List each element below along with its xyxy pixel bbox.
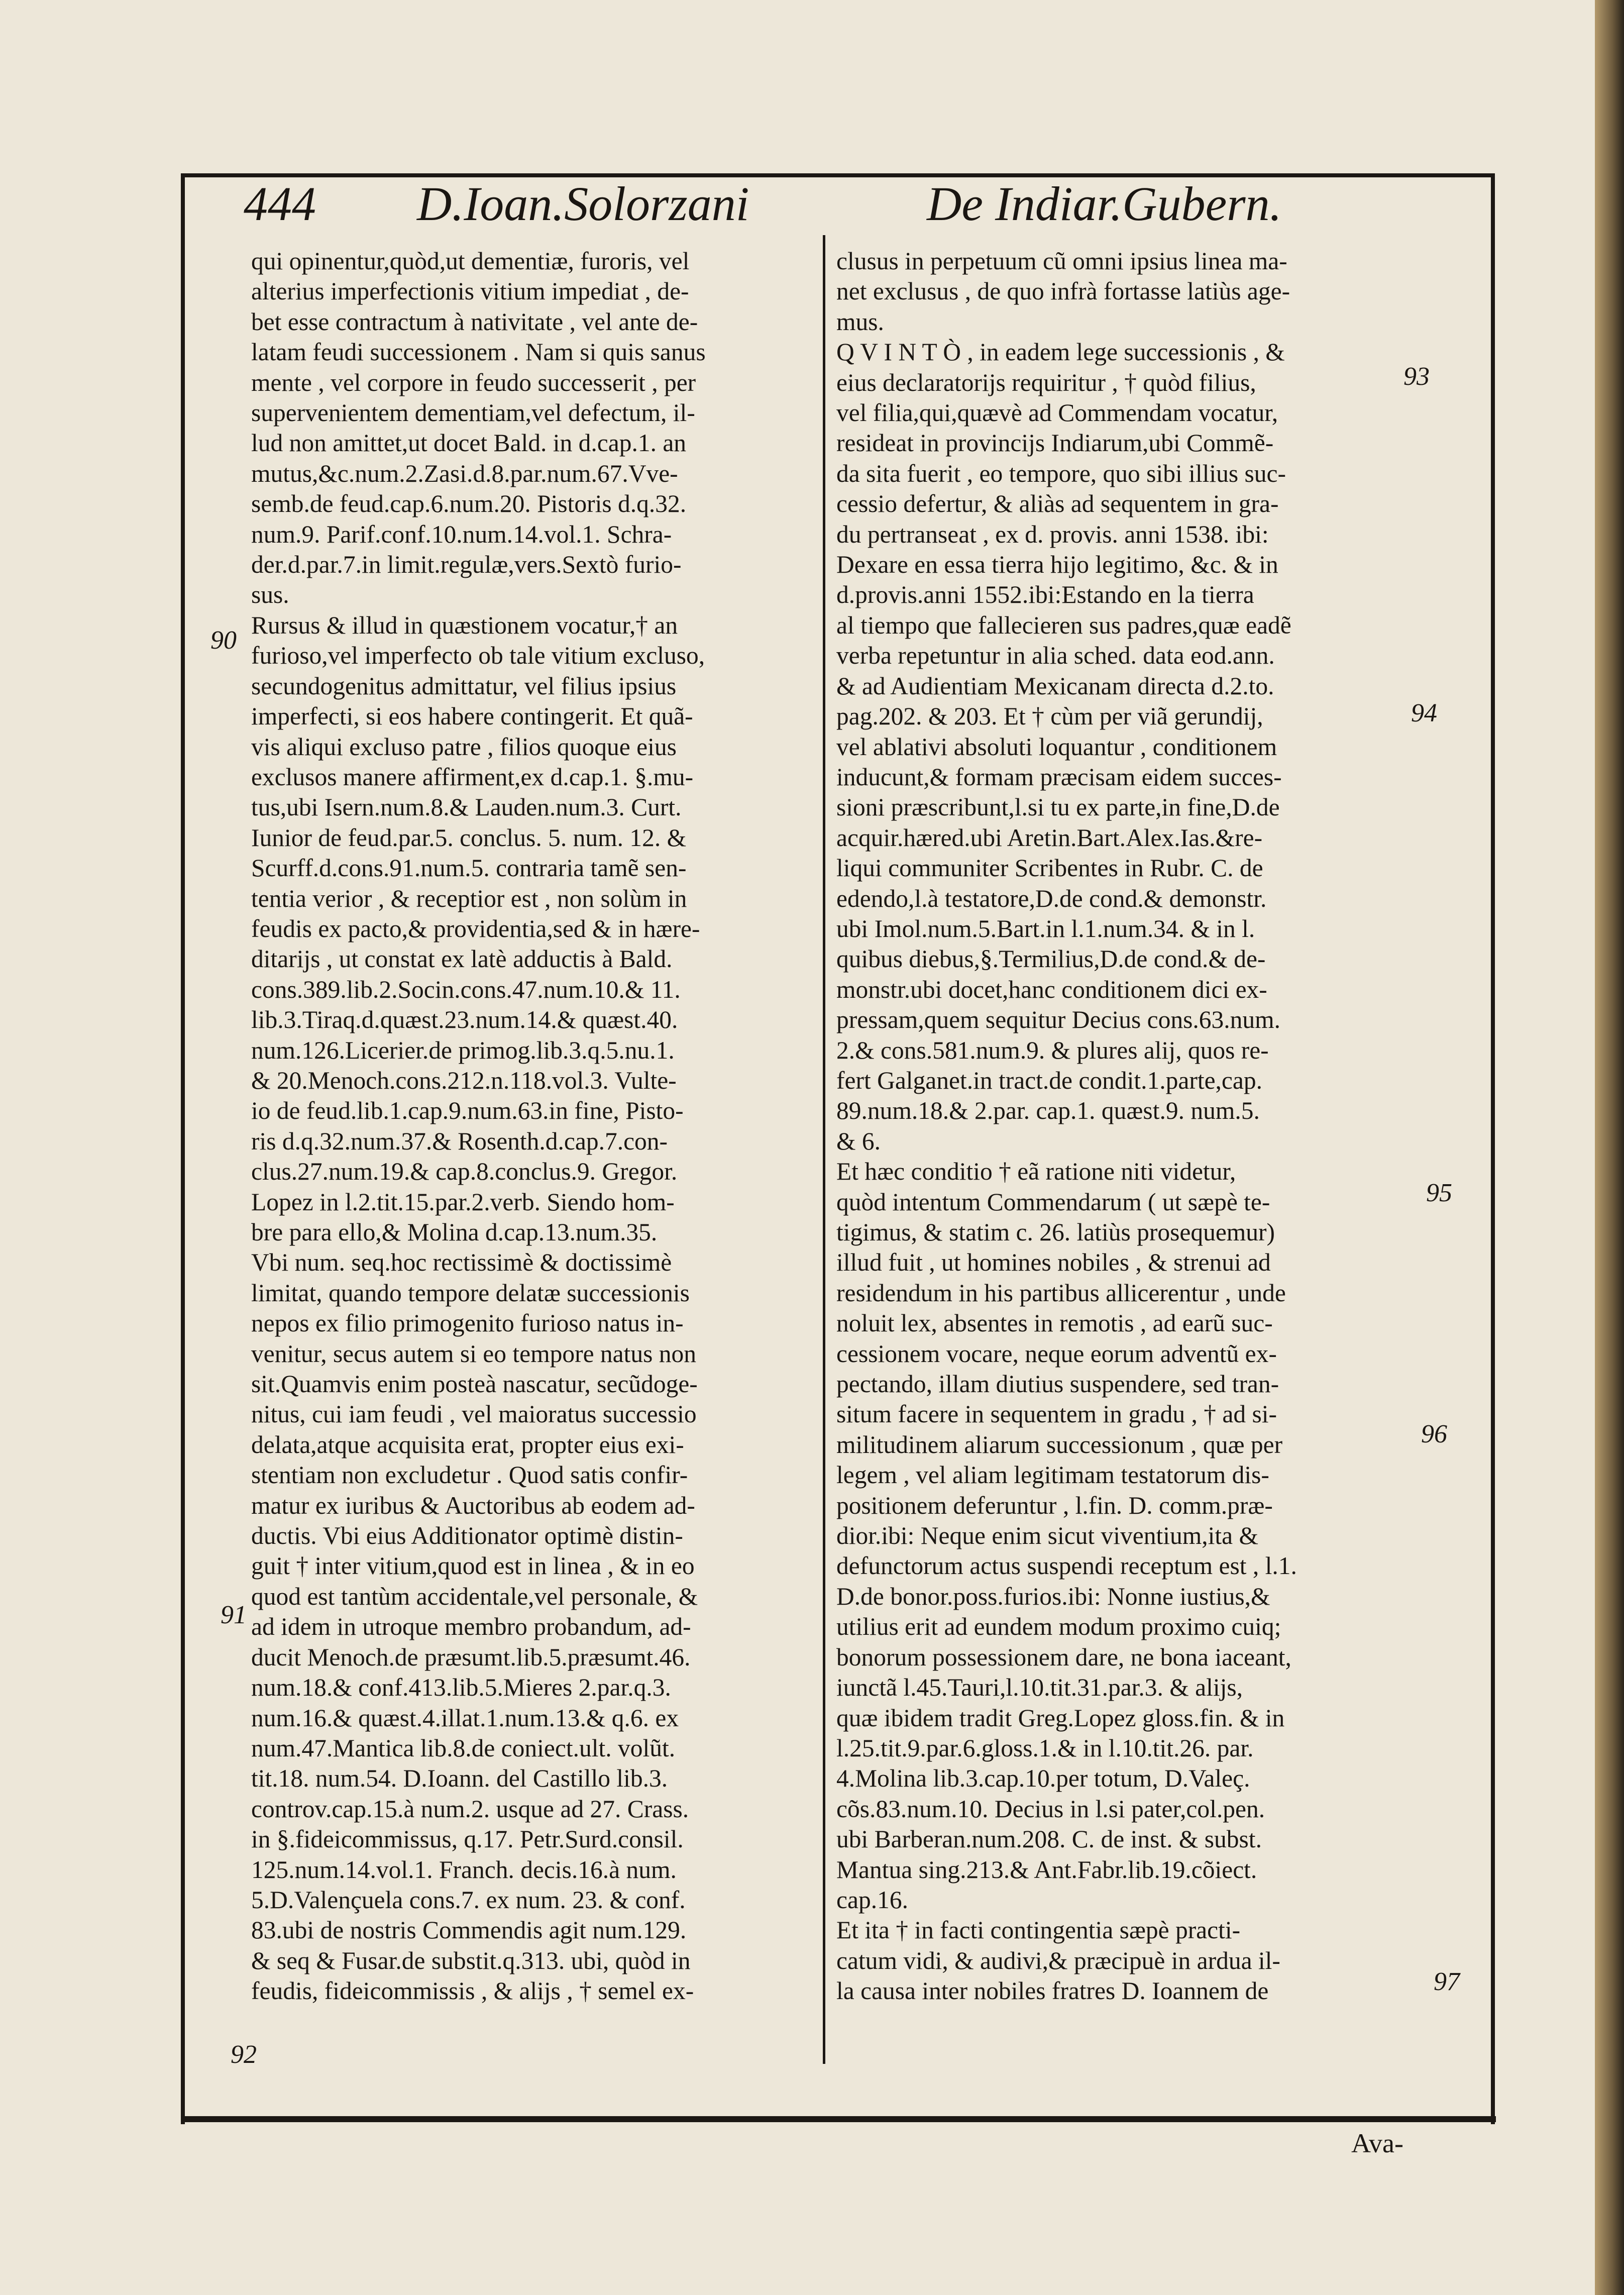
right-column-line: residendum in his partibus allicerentur , unde: [836, 1279, 1286, 1307]
right-column-line: iunctã l.45.Tauri,l.10.tit.31.par.3. & alijs,: [836, 1674, 1243, 1702]
left-column-line: qui opinentur,quòd,ut dementiæ, furoris, vel: [251, 247, 690, 275]
right-column-line: du pertranseat , ex d. provis. anni 1538. ibi:: [836, 520, 1269, 548]
right-column-line: quæ ibidem tradit Greg.Lopez gloss.fin. & in: [836, 1704, 1285, 1732]
right-column-line: D.de bonor.poss.furios.ibi: Nonne iustius,&: [836, 1582, 1270, 1610]
right-column-line: pag.202. & 203. Et † cùm per viã gerundij,: [836, 702, 1263, 731]
running-head-work: De Indiar.Gubern.: [927, 177, 1282, 231]
left-column-line: alterius imperfectionis vitium impediat , de-: [251, 277, 689, 305]
right-column-line: acquir.hæred.ubi Aretin.Bart.Alex.Ias.&re-: [836, 823, 1263, 852]
right-column-line: cessionem vocare, neque eorum adventũ ex-: [836, 1339, 1277, 1368]
left-column-line: 5.D.Valençuela cons.7. ex num. 23. & conf.: [251, 1886, 686, 1914]
right-column-line: Et ita † in facti contingentia sæpè practi-: [836, 1916, 1241, 1944]
left-column-line: Rursus & illud in quæstionem vocatur,† an: [251, 611, 678, 639]
margin-number-94: 94: [1411, 699, 1437, 727]
left-column-line: imperfecti, si eos habere contingerit. Et quã-: [251, 702, 693, 731]
left-column-line: bet esse contractum à nativitate , vel ante de-: [251, 307, 698, 336]
right-column-line: bonorum possessionem dare, ne bona iaceant,: [836, 1643, 1291, 1671]
book-edge: [1595, 0, 1624, 2295]
right-column-line: cõs.83.num.10. Decius in l.si pater,col.pen.: [836, 1795, 1265, 1823]
right-text-column: [836, 246, 1412, 2007]
left-column-line: quod est tantùm accidentale,vel personale, &: [251, 1582, 698, 1610]
right-column-line: vel ablativi absoluti loquantur , conditionem: [836, 733, 1277, 761]
left-column-line: ditarijs , ut constat ex latè adductis à Bald.: [251, 945, 673, 973]
right-column-line: defunctorum actus suspendi receptum est , l.1.: [836, 1552, 1297, 1580]
left-column-line: 83.ubi de nostris Commendis agit num.129.: [251, 1916, 687, 1944]
left-column-line: & 20.Menoch.cons.212.n.118.vol.3. Vulte-: [251, 1066, 677, 1094]
left-column-line: limitat, quando tempore delatæ successionis: [251, 1279, 690, 1307]
left-column-line: feudis ex pacto,& providentia,sed & in hære-: [251, 914, 700, 943]
left-column-line: latam feudi successionem . Nam si quis sanus: [251, 338, 706, 366]
right-column-line: pressam,quem sequitur Decius cons.63.num.: [836, 1006, 1280, 1034]
right-column-line: positionem deferuntur , l.fin. D. comm.præ-: [836, 1491, 1273, 1519]
left-column-line: tus,ubi Isern.num.8.& Lauden.num.3. Curt.: [251, 793, 682, 821]
right-column-line: la causa inter nobiles fratres D. Ioannem de: [836, 1977, 1269, 2005]
right-column-line: dior.ibi: Neque enim sicut viventium,ita &: [836, 1522, 1259, 1550]
right-column-line: quòd intentum Commendarum ( ut sæpè te-: [836, 1188, 1270, 1216]
left-column-line: exclusos manere affirment,ex d.cap.1. §.mu-: [251, 763, 694, 791]
left-column-line: nepos ex filio primogenito furioso natus in-: [251, 1309, 684, 1337]
right-column-line: al tiempo que fallecieren sus padres,quæ eadẽ: [836, 611, 1291, 639]
right-column-line: situm facere in sequentem in gradu , † ad si-: [836, 1400, 1277, 1428]
left-column-line: clus.27.num.19.& cap.8.conclus.9. Gregor.: [251, 1158, 678, 1186]
right-column-line: cessio defertur, & aliàs ad sequentem in gra-: [836, 490, 1279, 518]
left-column-line: ductis. Vbi eius Additionator optimè distin-: [251, 1522, 683, 1550]
left-text-column: [251, 246, 819, 2007]
left-column-line: in §.fideicommissus, q.17. Petr.Surd.consil.: [251, 1825, 684, 1853]
right-column-line: Q V I N T Ò , in eadem lege successionis , &: [836, 338, 1285, 366]
left-column-line: Vbi num. seq.hoc rectissimè & doctissimè: [251, 1248, 672, 1277]
right-column-line: 4.Molina lib.3.cap.10.per totum, D.Valeç.: [836, 1764, 1250, 1793]
left-column-line: num.126.Licerier.de primog.lib.3.q.5.nu.1.: [251, 1036, 675, 1064]
right-column-line: d.provis.anni 1552.ibi:Estando en la tierra: [836, 581, 1254, 609]
right-column-line: clusus in perpetuum cũ omni ipsius linea ma-: [836, 247, 1287, 275]
left-column-line: secundogenitus admittatur, vel filius ipsius: [251, 672, 677, 700]
left-column-line: lib.3.Tiraq.d.quæst.23.num.14.& quæst.40.: [251, 1006, 678, 1034]
margin-number-96: 96: [1421, 1420, 1447, 1448]
right-column-line: mus.: [836, 307, 884, 336]
right-column-line: 89.num.18.& 2.par. cap.1. quæst.9. num.5.: [836, 1097, 1260, 1125]
margin-number-95: 95: [1426, 1179, 1452, 1207]
left-column-line: controv.cap.15.à num.2. usque ad 27. Crass.: [251, 1795, 689, 1823]
left-column-line: io de feud.lib.1.cap.9.num.63.in fine, Pisto-: [251, 1097, 684, 1125]
right-column-line: liqui communiter Scribentes in Rubr. C. de: [836, 854, 1263, 882]
right-column-line: inducunt,& formam præcisam eidem succes-: [836, 763, 1282, 791]
margin-number-91: 91: [221, 1601, 247, 1629]
left-column-line: matur ex iuribus & Auctoribus ab eodem ad-: [251, 1491, 695, 1519]
bottom-rule: [181, 2116, 1496, 2122]
right-column-line: verba repetuntur in alia sched. data eod.ann.: [836, 642, 1275, 670]
margin-number-93: 93: [1403, 362, 1430, 391]
left-column-line: Lopez in l.2.tit.15.par.2.verb. Siendo hom-: [251, 1188, 675, 1216]
page-number: 444: [244, 177, 316, 231]
left-column-line: 125.num.14.vol.1. Franch. decis.16.à num.: [251, 1855, 677, 1884]
left-column-line: & seq & Fusar.de substit.q.313. ubi, quòd in: [251, 1946, 691, 1974]
right-column-line: noluit lex, absentes in remotis , ad earũ suc-: [836, 1309, 1273, 1337]
left-column-line: der.d.par.7.in limit.regulæ,vers.Sextò furio-: [251, 551, 682, 579]
left-column-line: stentiam non excludetur . Quod satis confir-: [251, 1461, 688, 1489]
right-column-line: Et hæc conditio † eã ratione niti videtur,: [836, 1158, 1236, 1186]
left-column-line: ris d.q.32.num.37.& Rosenth.d.cap.7.con-: [251, 1127, 668, 1155]
left-column-line: ducit Menoch.de præsumt.lib.5.præsumt.46.: [251, 1643, 691, 1671]
margin-number-92: 92: [231, 2040, 257, 2069]
right-column-line: utilius erit ad eundem modum proximo cuiq;: [836, 1613, 1281, 1641]
right-column-line: quibus diebus,§.Termilius,D.de cond.& de-: [836, 945, 1266, 973]
left-column-line: num.47.Mantica lib.8.de coniect.ult. volũt.: [251, 1734, 676, 1762]
right-column-line: ubi Imol.num.5.Bart.in l.1.num.34. & in l.: [836, 914, 1255, 943]
margin-number-97: 97: [1434, 1967, 1460, 1996]
left-column-line: num.16.& quæst.4.illat.1.num.13.& q.6. ex: [251, 1704, 679, 1732]
right-column-line: resideat in provincijs Indiarum,ubi Commẽ-: [836, 429, 1274, 457]
left-column-line: lud non amittet,ut docet Bald. in d.cap.1. an: [251, 429, 687, 457]
running-head-author: D.Ioan.Solorzani: [417, 177, 749, 231]
right-column-line: da sita fuerit , eo tempore, quo sibi illius suc-: [836, 459, 1286, 487]
left-column-line: Iunior de feud.par.5. conclus. 5. num. 12. &: [251, 823, 687, 852]
left-column-line: mente , vel corpore in feudo successerit , per: [251, 368, 696, 396]
right-column-line: sioni præscribunt,l.si tu ex parte,in fine,D.de: [836, 793, 1280, 821]
left-column-line: tit.18. num.54. D.Ioann. del Castillo lib.3.: [251, 1764, 668, 1793]
right-column-line: militudinem aliarum successionum , quæ per: [836, 1430, 1283, 1458]
left-column-line: cons.389.lib.2.Socin.cons.47.num.10.& 11.: [251, 975, 681, 1003]
left-column-line: guit † inter vitium,quod est in linea , & in eo: [251, 1552, 695, 1580]
right-column-line: edendo,l.à testatore,D.de cond.& demonstr.: [836, 884, 1267, 912]
right-column-line: pectando, illam diutius suspendere, sed tran-: [836, 1370, 1279, 1398]
left-column-line: num.18.& conf.413.lib.5.Mieres 2.par.q.3.: [251, 1674, 671, 1702]
right-column-line: cap.16.: [836, 1886, 908, 1914]
left-column-line: mutus,&c.num.2.Zasi.d.8.par.num.67.Vve-: [251, 459, 678, 487]
right-column-line: eius declaratorijs requiritur , † quòd filius,: [836, 368, 1256, 396]
right-column-line: illud fuit , ut homines nobiles , & strenui ad: [836, 1248, 1271, 1277]
right-column-line: monstr.ubi docet,hanc conditionem dici ex-: [836, 975, 1267, 1003]
left-column-line: feudis, fideicommissis , & alijs , † semel ex-: [251, 1977, 694, 2005]
right-column-line: ubi Barberan.num.208. C. de inst. & subst.: [836, 1825, 1262, 1853]
left-column-line: delata,atque acquisita erat, propter eius exi-: [251, 1430, 684, 1458]
right-column-line: Mantua sing.213.& Ant.Fabr.lib.19.cõiect.: [836, 1855, 1257, 1884]
right-column-line: vel filia,qui,quævè ad Commendam vocatur,: [836, 399, 1278, 427]
margin-number-90: 90: [210, 626, 237, 655]
right-column-line: legem , vel aliam legitimam testatorum dis-: [836, 1461, 1269, 1489]
column-divider: [823, 235, 825, 2064]
right-column-line: 2.& cons.581.num.9. & plures alij, quos re-: [836, 1036, 1269, 1064]
right-column-line: & ad Audientiam Mexicanam directa d.2.to.: [836, 672, 1274, 700]
left-column-line: supervenientem dementiam,vel defectum, il-: [251, 399, 695, 427]
right-column-line: tigimus, & statim c. 26. latiùs prosequemur): [836, 1218, 1275, 1246]
left-column-line: ad idem in utroque membro probandum, ad-: [251, 1613, 691, 1641]
left-column-line: venitur, secus autem si eo tempore natus non: [251, 1339, 697, 1368]
left-column-line: nitus, cui iam feudi , vel maioratus successio: [251, 1400, 697, 1428]
left-column-line: furioso,vel imperfecto ob tale vitium excluso,: [251, 642, 705, 670]
right-column-line: & 6.: [836, 1127, 881, 1155]
right-column-line: fert Galganet.in tract.de condit.1.parte,cap.: [836, 1066, 1262, 1094]
right-column-line: l.25.tit.9.par.6.gloss.1.& in l.10.tit.26. par.: [836, 1734, 1254, 1762]
right-column-line: net exclusus , de quo infrà fortasse latiùs age-: [836, 277, 1290, 305]
left-column-line: semb.de feud.cap.6.num.20. Pistoris d.q.32.: [251, 490, 687, 518]
catchword: Ava-: [1351, 2128, 1403, 2158]
left-column-line: sit.Quamvis enim posteà nascatur, secũdoge-: [251, 1370, 698, 1398]
right-column-line: Dexare en essa tierra hijo legitimo, &c. & in: [836, 551, 1278, 579]
right-column-line: catum vidi, & audivi,& præcipuè in ardua il-: [836, 1946, 1280, 1974]
left-column-line: bre para ello,& Molina d.cap.13.num.35.: [251, 1218, 658, 1246]
left-column-line: Scurff.d.cons.91.num.5. contraria tamẽ sen-: [251, 854, 687, 882]
left-column-line: sus.: [251, 581, 289, 609]
left-column-line: tentia verior , & receptior est , non solùm in: [251, 884, 687, 912]
left-column-line: num.9. Parif.conf.10.num.14.vol.1. Schra-: [251, 520, 672, 548]
left-column-line: vis aliqui excluso patre , filios quoque eius: [251, 733, 677, 761]
